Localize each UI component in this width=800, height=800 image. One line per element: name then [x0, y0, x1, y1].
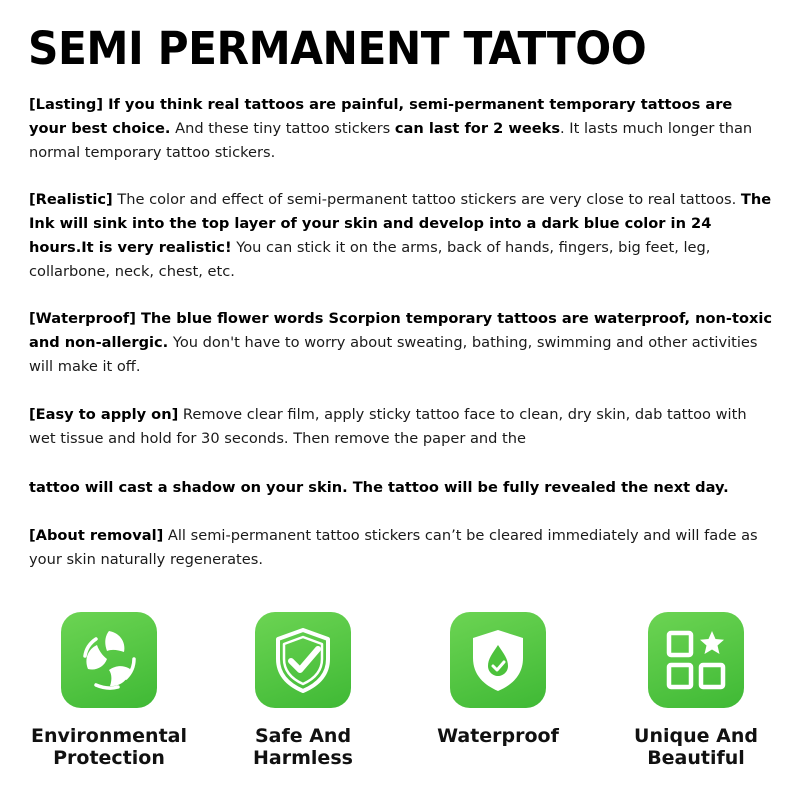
- feature-caption: Unique And Beautiful: [634, 725, 758, 769]
- feature-tile: [648, 612, 744, 708]
- paragraph-easy-apply: [29, 403, 774, 451]
- bold-text-run: [Waterproof] The blue flower words Scorpion temporary tattoos are waterproof, non-toxic and non-allergic.: [29, 310, 773, 351]
- page-title: SEMI PERMANENT TATTOO: [28, 22, 647, 75]
- text-run: . It lasts much longer than normal temporary tattoo stickers.: [29, 120, 753, 161]
- bold-text-run: can last for 2 weeks: [394, 120, 561, 137]
- feature-caption: Safe And Harmless: [253, 725, 353, 769]
- grid-star-icon: [661, 625, 731, 695]
- bold-text-run: [Easy to apply on]: [29, 406, 179, 423]
- feature-safe-harmless: [208, 612, 398, 769]
- paragraph-removal: [29, 524, 774, 572]
- bold-text-run: [Lasting] If you think real tattoos are painful, semi-permanent temporary tattoos are your best choice.: [29, 96, 733, 137]
- shield-check-icon: [268, 625, 338, 695]
- text-run: You don't have to worry about sweating, bathing, swimming and other activities will make it off.: [29, 334, 758, 375]
- text-run: The color and effect of semi-permanent tattoo stickers are very close to real tattoos.: [112, 191, 741, 208]
- paragraph-shadow-note: [29, 476, 774, 500]
- text-run: You can stick it on the arms, back of hands, fingers, big feet, leg, collarbone, neck, chest, etc.: [29, 239, 711, 280]
- bold-text-run: [About removal]: [29, 527, 164, 544]
- feature-unique-beautiful: [601, 612, 791, 769]
- feature-tile: [61, 612, 157, 708]
- text-run: All semi-permanent tattoo stickers can’t be cleared immediately and will fade as your skin naturally regenerates.: [29, 527, 758, 568]
- bold-text-run: [Realistic]: [29, 191, 113, 208]
- text-run: And these tiny tattoo stickers: [170, 120, 395, 137]
- paragraph-realistic: [29, 188, 774, 284]
- paragraph-waterproof: [29, 307, 774, 379]
- feature-caption: Waterproof: [437, 725, 559, 747]
- bold-text-run: tattoo will cast a shadow on your skin. The tattoo will be fully revealed the next day.: [29, 479, 729, 496]
- bold-text-run: The Ink will sink into the top layer of your skin and develop into a dark blue color in 24 hours.It is very realistic!: [29, 191, 772, 256]
- feature-environmental: [14, 612, 204, 769]
- feature-tile: [255, 612, 351, 708]
- paragraph-lasting: [29, 93, 774, 165]
- shield-water-drop-icon: [463, 625, 533, 695]
- feature-tile: [450, 612, 546, 708]
- feature-waterproof: [403, 612, 593, 747]
- feature-icons-row: [0, 612, 800, 792]
- text-run: Remove clear film, apply sticky tattoo face to clean, dry skin, dab tattoo with wet tissue and hold for 30 seconds. Then remove the paper and the: [29, 406, 747, 447]
- recycle-leaves-icon: [74, 625, 144, 695]
- feature-caption: Environmental Protection: [31, 725, 187, 769]
